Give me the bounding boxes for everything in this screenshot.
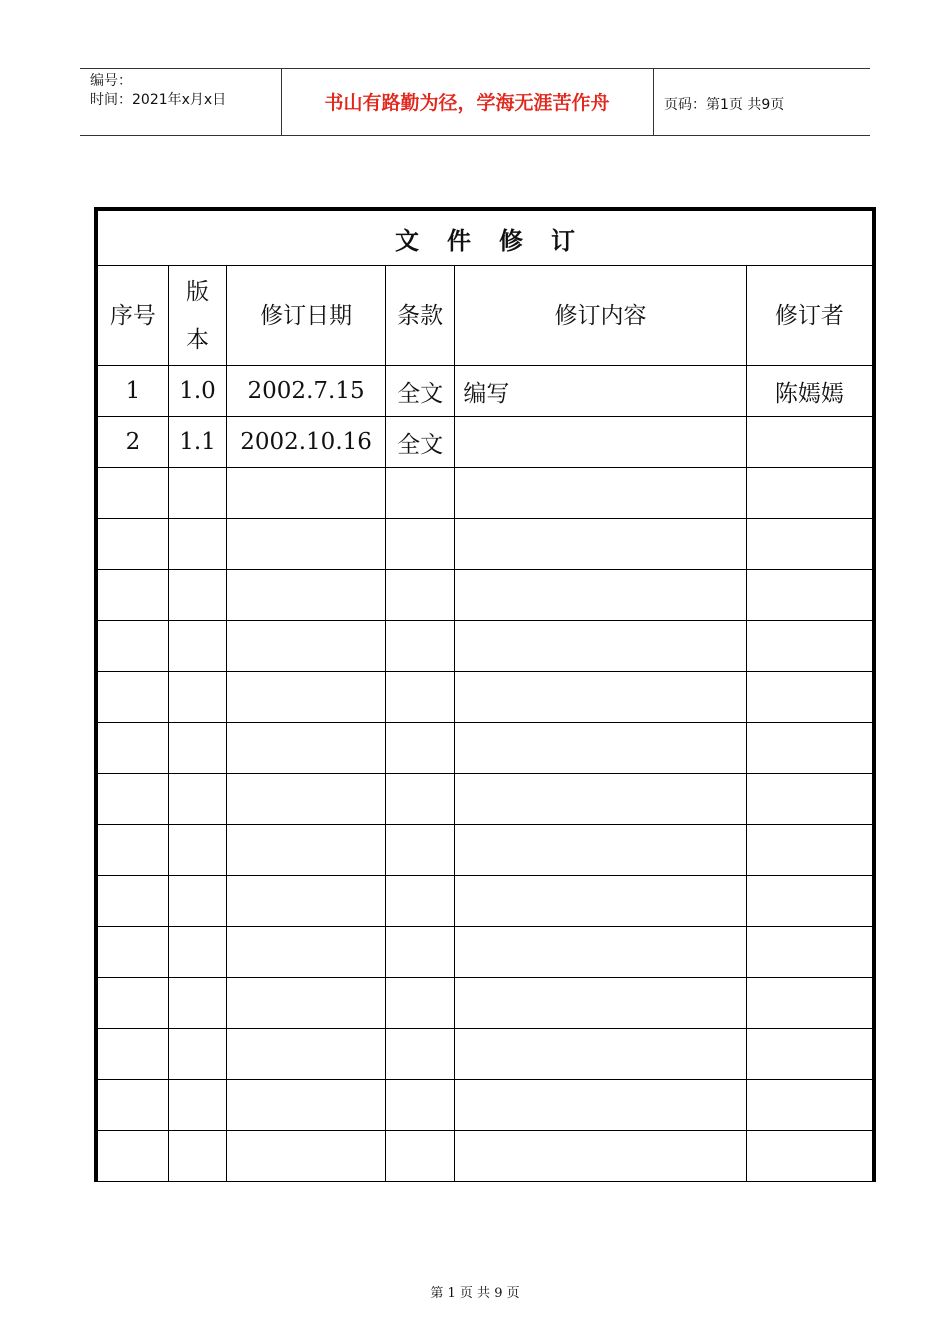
cell-content: 编写 [455,366,746,417]
cell-date [227,723,386,774]
table-row [96,774,874,825]
table-row [96,1080,874,1131]
cell-version [168,672,226,723]
cell-version [168,1080,226,1131]
col-header-version-line2: 本 [186,326,209,353]
cell-seq: 1 [96,366,168,417]
cell-version [168,978,226,1029]
cell-reviser [746,570,874,621]
cell-clause [385,1131,454,1182]
col-header-reviser: 修订者 [746,266,874,366]
table-row [96,672,874,723]
cell-version [168,774,226,825]
cell-clause [385,876,454,927]
cell-date [227,774,386,825]
cell-content [455,1029,746,1080]
cell-clause [385,1029,454,1080]
cell-date [227,927,386,978]
cell-seq [96,519,168,570]
cell-seq [96,876,168,927]
cell-clause [385,519,454,570]
cell-content [455,825,746,876]
table-row [96,978,874,1029]
revision-table [94,207,876,1182]
cell-seq [96,927,168,978]
cell-seq [96,621,168,672]
header-number-label: 编号： [90,73,132,89]
cell-version [168,468,226,519]
cell-date: 2002.10.16 [227,417,386,468]
cell-reviser [746,825,874,876]
col-header-clause: 条款 [385,266,454,366]
cell-reviser [746,621,874,672]
cell-seq: 2 [96,417,168,468]
cell-clause: 全文 [385,417,454,468]
header-bottom-rule [80,135,870,136]
cell-content [455,468,746,519]
header-time-label: 时间：2021年x月x日 [90,92,227,108]
cell-content [455,417,746,468]
table-row [96,723,874,774]
col-header-content: 修订内容 [455,266,746,366]
col-header-seq: 序号 [96,266,168,366]
cell-seq [96,1029,168,1080]
cell-clause [385,978,454,1029]
cell-seq [96,978,168,1029]
page-footer: 第 1 页 共 9 页 [430,1286,520,1301]
cell-seq [96,570,168,621]
cell-reviser [746,672,874,723]
cell-version: 1.1 [168,417,226,468]
cell-date [227,621,386,672]
cell-reviser [746,417,874,468]
cell-clause [385,774,454,825]
table-title-row [96,209,874,266]
table-row [96,927,874,978]
header-divider-2 [653,68,654,135]
col-header-version [168,266,226,366]
cell-date [227,519,386,570]
cell-reviser [746,927,874,978]
cell-reviser [746,519,874,570]
cell-content [455,1131,746,1182]
cell-content [455,621,746,672]
cell-seq [96,1080,168,1131]
cell-clause [385,570,454,621]
cell-date [227,468,386,519]
cell-version [168,825,226,876]
cell-content [455,927,746,978]
cell-date [227,1080,386,1131]
cell-reviser [746,468,874,519]
table-row [96,570,874,621]
table-row [96,468,874,519]
cell-date [227,825,386,876]
cell-content [455,672,746,723]
table-row [96,519,874,570]
cell-content [455,1080,746,1131]
cell-content [455,570,746,621]
cell-content [455,774,746,825]
cell-version [168,570,226,621]
cell-date [227,978,386,1029]
cell-clause [385,927,454,978]
cell-version [168,1131,226,1182]
cell-content [455,519,746,570]
cell-seq [96,468,168,519]
cell-version [168,723,226,774]
table-row [96,876,874,927]
cell-reviser [746,774,874,825]
cell-date [227,1029,386,1080]
cell-seq [96,1131,168,1182]
cell-version: 1.0 [168,366,226,417]
cell-date: 2002.7.15 [227,366,386,417]
cell-clause [385,468,454,519]
header-motto: 书山有路勤为径，学海无涯苦作舟 [324,92,610,114]
table-row [96,417,874,468]
table-row [96,621,874,672]
cell-reviser [746,723,874,774]
header-page-info: 页码：第1页 共9页 [664,97,785,113]
cell-date [227,672,386,723]
cell-clause: 全文 [385,366,454,417]
table-row [96,1131,874,1182]
cell-clause [385,621,454,672]
cell-version [168,1029,226,1080]
cell-version [168,927,226,978]
cell-content [455,978,746,1029]
cell-clause [385,825,454,876]
table-header-row [96,266,874,366]
cell-reviser [746,1131,874,1182]
cell-date [227,1131,386,1182]
header-doc-info [90,72,226,110]
cell-reviser [746,1029,874,1080]
table-title: 文件修订 [96,209,874,266]
cell-date [227,570,386,621]
cell-version [168,519,226,570]
cell-seq [96,723,168,774]
col-header-version-line1: 版 [186,278,209,305]
table-row [96,366,874,417]
table-row [96,1029,874,1080]
cell-seq [96,825,168,876]
cell-version [168,621,226,672]
cell-clause [385,723,454,774]
col-header-date: 修订日期 [227,266,386,366]
cell-reviser [746,1080,874,1131]
table-row [96,825,874,876]
cell-seq [96,672,168,723]
cell-reviser: 陈嫣嫣 [746,366,874,417]
cell-reviser [746,978,874,1029]
cell-content [455,723,746,774]
cell-date [227,876,386,927]
cell-clause [385,1080,454,1131]
cell-reviser [746,876,874,927]
cell-version [168,876,226,927]
cell-clause [385,672,454,723]
cell-seq [96,774,168,825]
cell-content [455,876,746,927]
